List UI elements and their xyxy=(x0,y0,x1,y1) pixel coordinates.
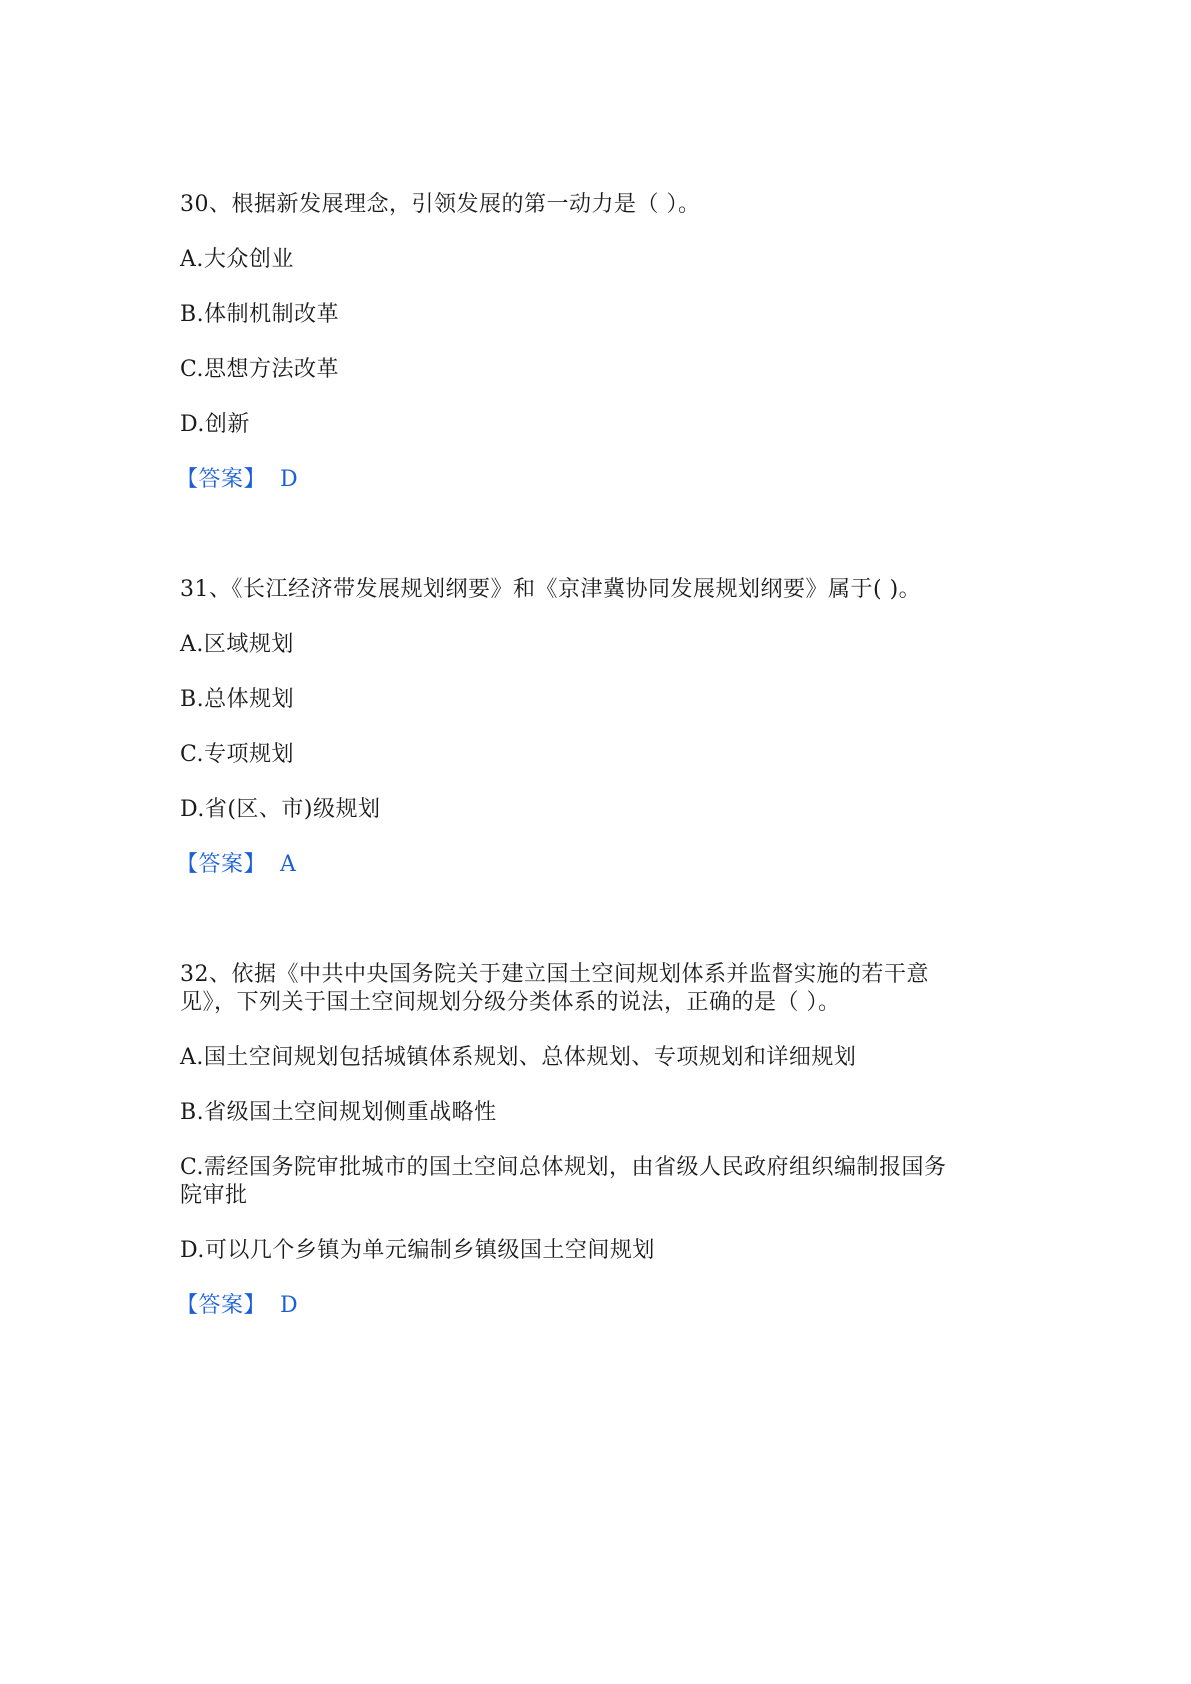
answer-label: 【答案】 xyxy=(176,852,267,877)
question-32-option-c-continued: 院审批 xyxy=(180,1183,248,1208)
question-32-option-d: D.可以几个乡镇为单元编制乡镇级国土空间规划 xyxy=(180,1238,655,1263)
question-31-option-d: D.省(区、市)级规划 xyxy=(180,797,381,822)
question-30-option-c: C.思想方法改革 xyxy=(180,357,340,382)
question-31-answer xyxy=(176,849,296,881)
question-30-option-b: B.体制机制改革 xyxy=(180,302,340,327)
question-31-option-a: A.区域规划 xyxy=(180,632,294,657)
question-31-option-b: B.总体规划 xyxy=(180,687,295,712)
answer-value: D xyxy=(280,467,299,492)
question-32-option-a: A.国土空间规划包括城镇体系规划、总体规划、专项规划和详细规划 xyxy=(180,1045,857,1070)
question-31-option-c: C.专项规划 xyxy=(180,742,295,767)
question-32-option-c: C.需经国务院审批城市的国土空间总体规划，由省级人民政府组织编制报国务 xyxy=(180,1155,947,1180)
question-30-answer xyxy=(176,464,298,496)
question-30-stem: 30、根据新发展理念，引领发展的第一动力是（ ）。 xyxy=(180,192,701,217)
answer-label: 【答案】 xyxy=(176,1293,267,1318)
answer-value: A xyxy=(280,852,297,877)
question-32-option-b: B.省级国土空间规划侧重战略性 xyxy=(180,1100,497,1125)
question-30-option-d: D.创新 xyxy=(180,412,250,437)
question-32-stem-line-1: 32、依据《中共中央国务院关于建立国土空间规划体系并监督实施的若干意 xyxy=(180,962,929,987)
question-32-stem-line-2: 见》，下列关于国土空间规划分级分类体系的说法，正确的是（ ）。 xyxy=(180,990,841,1015)
question-30-option-a: A.大众创业 xyxy=(180,247,294,272)
answer-label: 【答案】 xyxy=(176,467,267,492)
answer-value: D xyxy=(280,1293,299,1318)
question-32-answer xyxy=(176,1290,298,1322)
question-31-stem: 31、《长江经济带发展规划纲要》和《京津冀协同发展规划纲要》属于( )。 xyxy=(180,577,922,602)
